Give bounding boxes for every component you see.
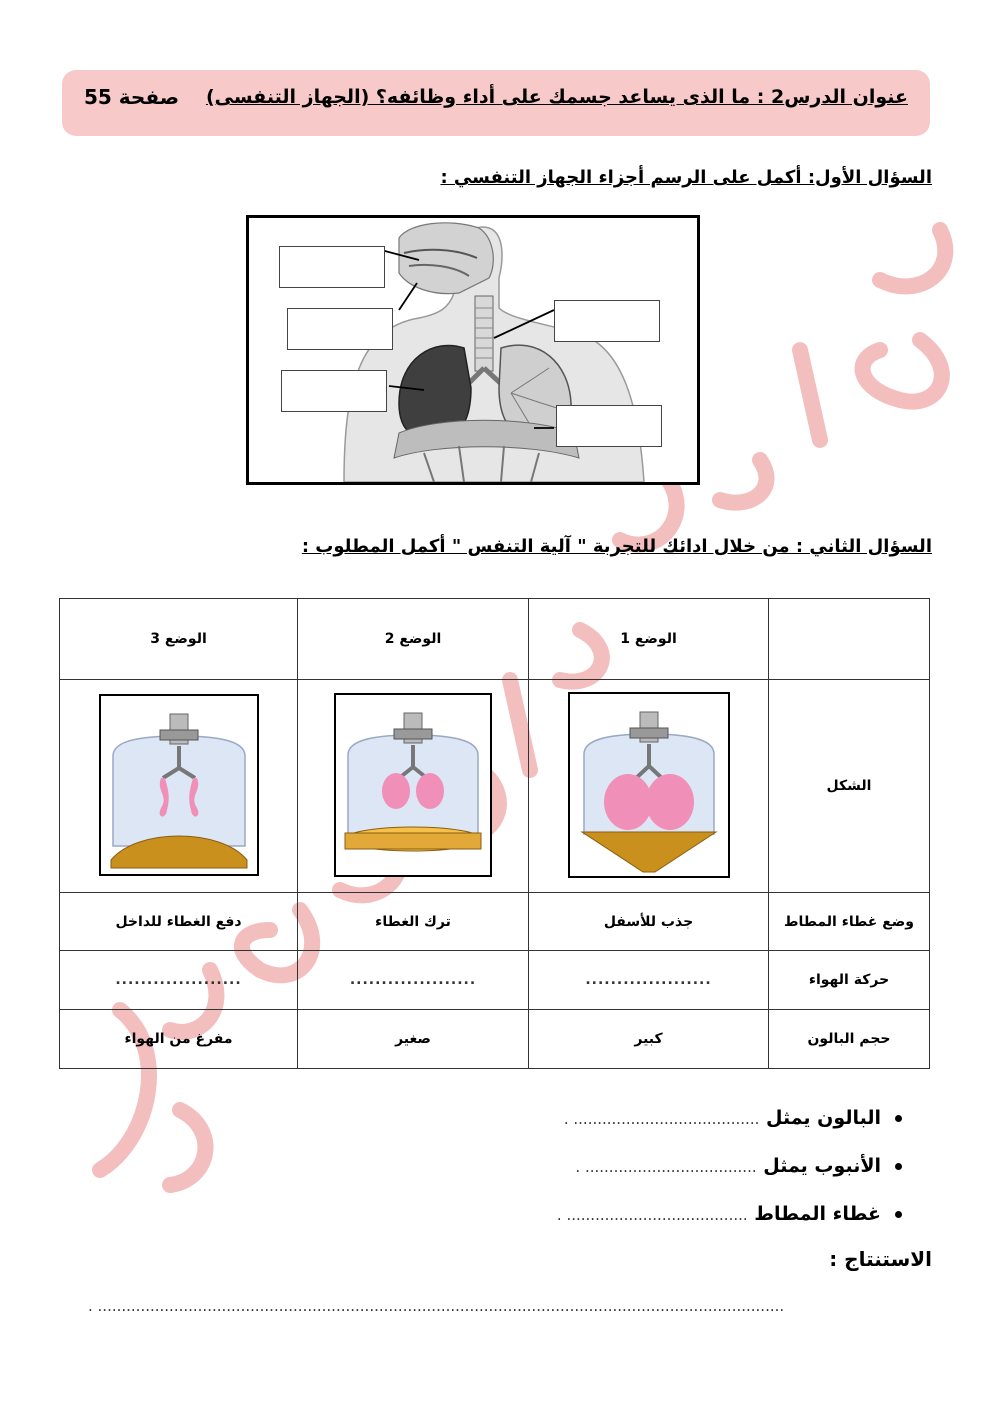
list-item	[564, 1107, 902, 1129]
list-item	[575, 1155, 902, 1177]
label-box-lung[interactable]	[281, 370, 387, 412]
row-label-cover: وضع غطاء المطاط	[769, 893, 930, 951]
label-box-pharynx[interactable]	[287, 308, 393, 350]
shape-label: الشكل	[769, 680, 930, 893]
bullet-icon	[895, 1115, 902, 1122]
cell-size-3: مفرغ من الهواء	[60, 1010, 298, 1069]
cell-air-3[interactable]: ....................	[60, 951, 298, 1010]
bullet-answer-blank[interactable]: ....................................... .	[563, 1110, 760, 1128]
cell-cover-3: دفع الغطاء للداخل	[60, 893, 298, 951]
bell-jar-illustration-1	[570, 694, 728, 876]
table-row	[60, 893, 930, 951]
bullet-answer-blank[interactable]: .................................... .	[575, 1158, 757, 1176]
row-label-size: حجم البالون	[769, 1010, 930, 1069]
respiratory-system-diagram	[246, 215, 700, 485]
bell-jar-pushed-in	[99, 694, 259, 876]
table-row	[60, 1010, 930, 1069]
table-corner-cell	[769, 599, 930, 680]
jar-cell-position-2	[298, 680, 529, 893]
header-position-2: الوضع 2	[298, 599, 529, 680]
conclusion-label: الاستنتاج :	[829, 1247, 932, 1271]
bullet-label: البالون يمثل	[765, 1107, 881, 1129]
conclusion-answer-blank[interactable]: . ................................................................................................................................................	[88, 1297, 785, 1315]
jar-cell-position-3	[60, 680, 298, 893]
header-position-1: الوضع 1	[529, 599, 769, 680]
cell-cover-2: ترك الغطاء	[298, 893, 529, 951]
bullet-label: الأنبوب يمثل	[763, 1155, 881, 1177]
bullet-label: غطاء المطاط	[754, 1203, 881, 1225]
cell-air-1[interactable]: ....................	[529, 951, 769, 1010]
list-item	[557, 1203, 902, 1225]
label-box-nasal-cavity[interactable]	[279, 246, 385, 288]
jar-cell-position-1	[529, 680, 769, 893]
label-box-diaphragm[interactable]	[556, 405, 662, 447]
bullet-icon	[895, 1163, 902, 1170]
bullet-icon	[895, 1211, 902, 1218]
table-row-shape	[60, 680, 930, 893]
bell-jar-pulled-down	[568, 692, 730, 878]
label-box-trachea[interactable]	[554, 300, 660, 342]
cell-size-1: كبير	[529, 1010, 769, 1069]
header-position-3: الوضع 3	[60, 599, 298, 680]
table-row	[60, 951, 930, 1010]
bell-jar-illustration-2	[336, 695, 490, 875]
page-number: صفحة 55	[84, 85, 180, 109]
bullet-answer-blank[interactable]: ...................................... .	[556, 1206, 748, 1224]
cell-cover-1: جذب للأسفل	[529, 893, 769, 951]
lesson-header	[62, 70, 930, 136]
bell-jar-released	[334, 693, 492, 877]
lesson-title: عنوان الدرس2 : ما الذى يساعد جسمك على أداء وظائفه؟ (الجهاز التنفسى)	[205, 86, 908, 108]
bell-jar-illustration-3	[101, 696, 257, 874]
breathing-experiment-table	[59, 598, 930, 1069]
cell-size-2: صغير	[298, 1010, 529, 1069]
table-header-row	[60, 599, 930, 680]
cell-air-2[interactable]: ....................	[298, 951, 529, 1010]
question-1-title: السؤال الأول: أكمل على الرسم أجزاء الجهاز التنفسي :	[440, 167, 932, 188]
row-label-air: حركة الهواء	[769, 951, 930, 1010]
question-2-title: السؤال الثاني : من خلال ادائك للتجربة " آلية التنفس " أكمل المطلوب :	[301, 536, 932, 557]
